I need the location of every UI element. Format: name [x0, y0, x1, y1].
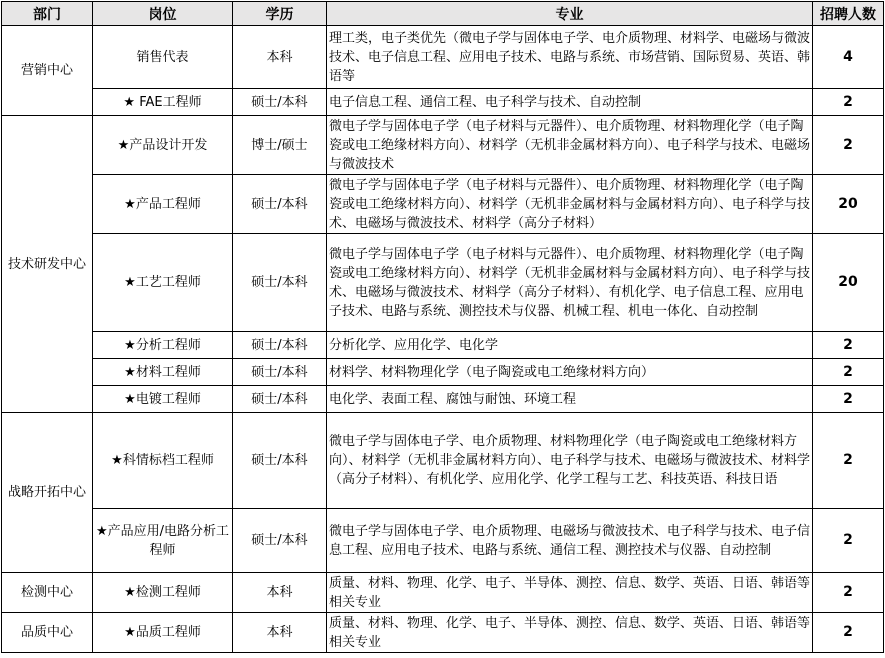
header-dept: 部门 [2, 2, 93, 26]
major-cell: 材料学、材料物理化学（电子陶瓷或电工绝缘材料方向） [327, 359, 813, 386]
dept-cell: 检测中心 [2, 573, 93, 613]
table-row [2, 234, 884, 332]
table-row [2, 332, 884, 359]
header-row [2, 2, 884, 26]
major-cell: 理工类，电子类优先（微电子学与固体电子学、电介质物理、材料学、电磁场与微波技术、电子信息工程、应用电子技术、电路与系统、市场营销、国际贸易、英语、韩语等 [327, 26, 813, 89]
position-cell: 销售代表 [93, 26, 233, 89]
count-cell: 4 [813, 26, 884, 89]
header-count: 招聘人数 [813, 2, 884, 26]
degree-cell: 本科 [233, 573, 327, 613]
position-cell: ★ FAE工程师 [93, 89, 233, 116]
table-row [2, 89, 884, 116]
position-cell: ★检测工程师 [93, 573, 233, 613]
table-row [2, 359, 884, 386]
degree-cell: 本科 [233, 613, 327, 653]
major-cell: 微电子学与固体电子学、电介质物理、电磁场与微波技术、电子科学与技术、电子信息工程、应用电子技术、电路与系统、通信工程、测控技术与仪器、自动控制 [327, 509, 813, 573]
header-position: 岗位 [93, 2, 233, 26]
position-cell: ★电镀工程师 [93, 386, 233, 413]
count-cell: 20 [813, 234, 884, 332]
position-cell: ★科情标档工程师 [93, 413, 233, 509]
table-row [2, 509, 884, 573]
major-cell: 质量、材料、物理、化学、电子、半导体、测控、信息、数学、英语、日语、韩语等相关专业 [327, 573, 813, 613]
recruitment-table [1, 1, 884, 653]
major-cell: 微电子学与固体电子学（电子材料与元器件）、电介质物理、材料物理化学（电子陶瓷或电工绝缘材料方向）、材料学（无机非金属材料方向）、电子科学与技术、电磁场与微波技术 [327, 116, 813, 175]
count-cell: 2 [813, 89, 884, 116]
degree-cell: 硕士/本科 [233, 509, 327, 573]
table-row [2, 116, 884, 175]
dept-cell: 营销中心 [2, 26, 93, 116]
position-cell: ★产品设计开发 [93, 116, 233, 175]
count-cell: 2 [813, 359, 884, 386]
table-row [2, 26, 884, 89]
header-degree: 学历 [233, 2, 327, 26]
count-cell: 2 [813, 386, 884, 413]
position-cell: ★工艺工程师 [93, 234, 233, 332]
dept-cell: 技术研发中心 [2, 116, 93, 413]
position-cell: ★产品应用/电路分析工程师 [93, 509, 233, 573]
header-major: 专业 [327, 2, 813, 26]
degree-cell: 硕士/本科 [233, 386, 327, 413]
table-row [2, 175, 884, 234]
degree-cell: 博士/硕士 [233, 116, 327, 175]
table-row [2, 573, 884, 613]
count-cell: 20 [813, 175, 884, 234]
degree-cell: 硕士/本科 [233, 332, 327, 359]
position-cell: ★分析工程师 [93, 332, 233, 359]
table-row [2, 386, 884, 413]
degree-cell: 硕士/本科 [233, 175, 327, 234]
table-row [2, 413, 884, 509]
degree-cell: 本科 [233, 26, 327, 89]
major-cell: 质量、材料、物理、化学、电子、半导体、测控、信息、数学、英语、日语、韩语等相关专业 [327, 613, 813, 653]
count-cell: 2 [813, 509, 884, 573]
major-cell: 微电子学与固体电子学（电子材料与元器件）、电介质物理、材料物理化学（电子陶瓷或电工绝缘材料方向）、材料学（无机非金属材料与金属材料方向）、电子科学与技术、电磁场与微波技术、材料学（高分子材料）、有机化学、电子信息工程、应用电子技术、电路与系统、测控技术与仪器、机械工程、机电一体化、自动控制 [327, 234, 813, 332]
degree-cell: 硕士/本科 [233, 413, 327, 509]
degree-cell: 硕士/本科 [233, 234, 327, 332]
position-cell: ★品质工程师 [93, 613, 233, 653]
position-cell: ★产品工程师 [93, 175, 233, 234]
major-cell: 微电子学与固体电子学（电子材料与元器件）、电介质物理、材料物理化学（电子陶瓷或电工绝缘材料方向）、材料学（无机非金属材料与金属材料方向）、电子科学与技术、电磁场与微波技术、材料学（高分子材料） [327, 175, 813, 234]
count-cell: 2 [813, 613, 884, 653]
dept-cell: 战略开拓中心 [2, 413, 93, 573]
degree-cell: 硕士/本科 [233, 89, 327, 116]
count-cell: 2 [813, 413, 884, 509]
major-cell: 电子信息工程、通信工程、电子科学与技术、自动控制 [327, 89, 813, 116]
dept-cell: 品质中心 [2, 613, 93, 653]
count-cell: 2 [813, 332, 884, 359]
table-row [2, 613, 884, 653]
major-cell: 微电子学与固体电子学、电介质物理、材料物理化学（电子陶瓷或电工绝缘材料方向）、材料学（无机非金属材料方向）、电子科学与技术、电磁场与微波技术、材料学（高分子材料）、有机化学、应用化学、化学工程与工艺、科技英语、科技日语 [327, 413, 813, 509]
position-cell: ★材料工程师 [93, 359, 233, 386]
count-cell: 2 [813, 573, 884, 613]
major-cell: 分析化学、应用化学、电化学 [327, 332, 813, 359]
count-cell: 2 [813, 116, 884, 175]
major-cell: 电化学、表面工程、腐蚀与耐蚀、环境工程 [327, 386, 813, 413]
degree-cell: 硕士/本科 [233, 359, 327, 386]
